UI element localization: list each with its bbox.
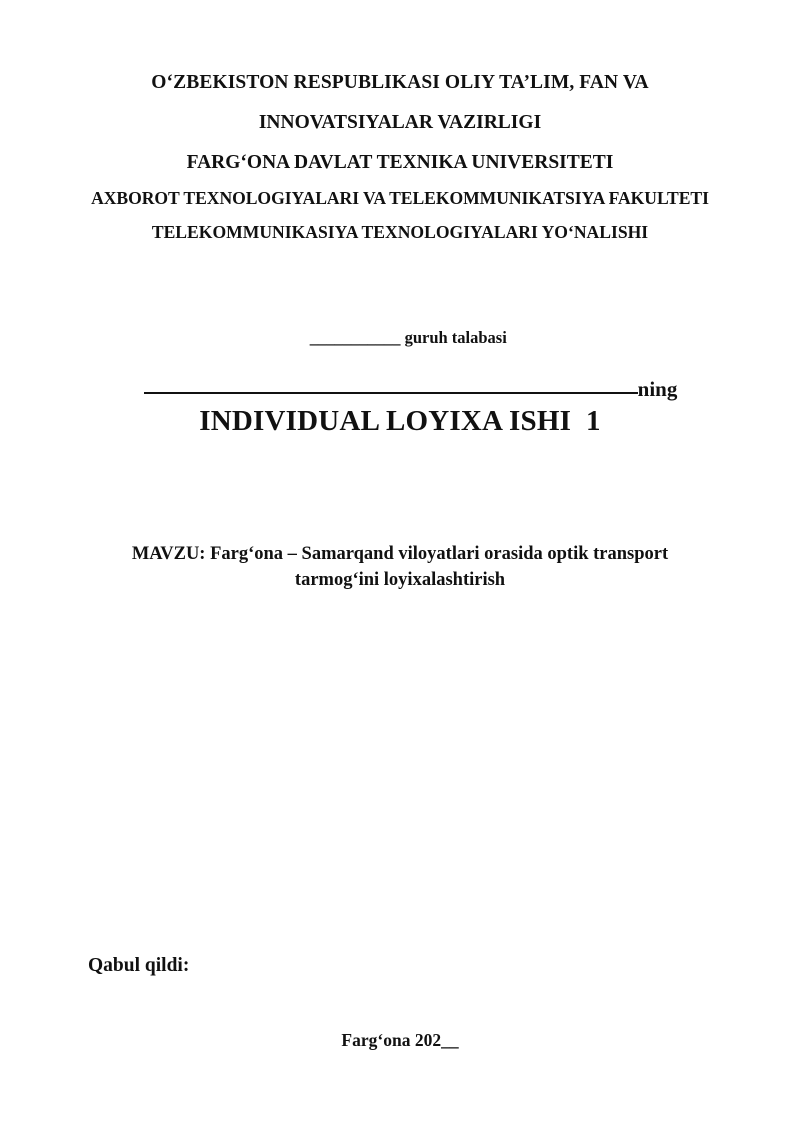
group-number-blank[interactable]: ___________: [309, 328, 401, 347]
page-title: INDIVIDUAL LOYIXA ISHI 1: [199, 405, 601, 437]
student-name-blank[interactable]: [144, 392, 638, 394]
topic-line-2: tarmog‘ini loyixalashtirish: [294, 570, 506, 591]
group-label: guruh talabasi: [400, 328, 507, 347]
university-name: FARG‘ONA DAVLAT TEXNIKA UNIVERSITETI: [186, 151, 614, 173]
ministry-line-1: O‘ZBEKISTON RESPUBLIKASI OLIY TA’LIM, FAN VA: [151, 72, 649, 93]
program-name: TELEKOMMUNIKASIYA TEXNOLOGIYALARI YO‘NALISHI: [151, 222, 649, 243]
faculty-name: AXBOROT TEXNOLOGIYALARI VA TELEKOMMUNIKATSIYA FAKULTETI: [91, 188, 709, 209]
footer-city-year: Farg‘ona 202__: [341, 1030, 459, 1050]
project-topic: [100, 541, 700, 594]
topic-line-1: MAVZU: Farg‘ona – Samarqand viloyatlari orasida optik transport: [131, 544, 669, 564]
possessive-suffix: ning: [637, 377, 678, 401]
accepted-by-label: Qabul qildi:: [88, 955, 190, 976]
ministry-line-2: INNOVATSIYALAR VAZIRLIGI: [258, 111, 542, 133]
institution-header: [0, 72, 800, 243]
